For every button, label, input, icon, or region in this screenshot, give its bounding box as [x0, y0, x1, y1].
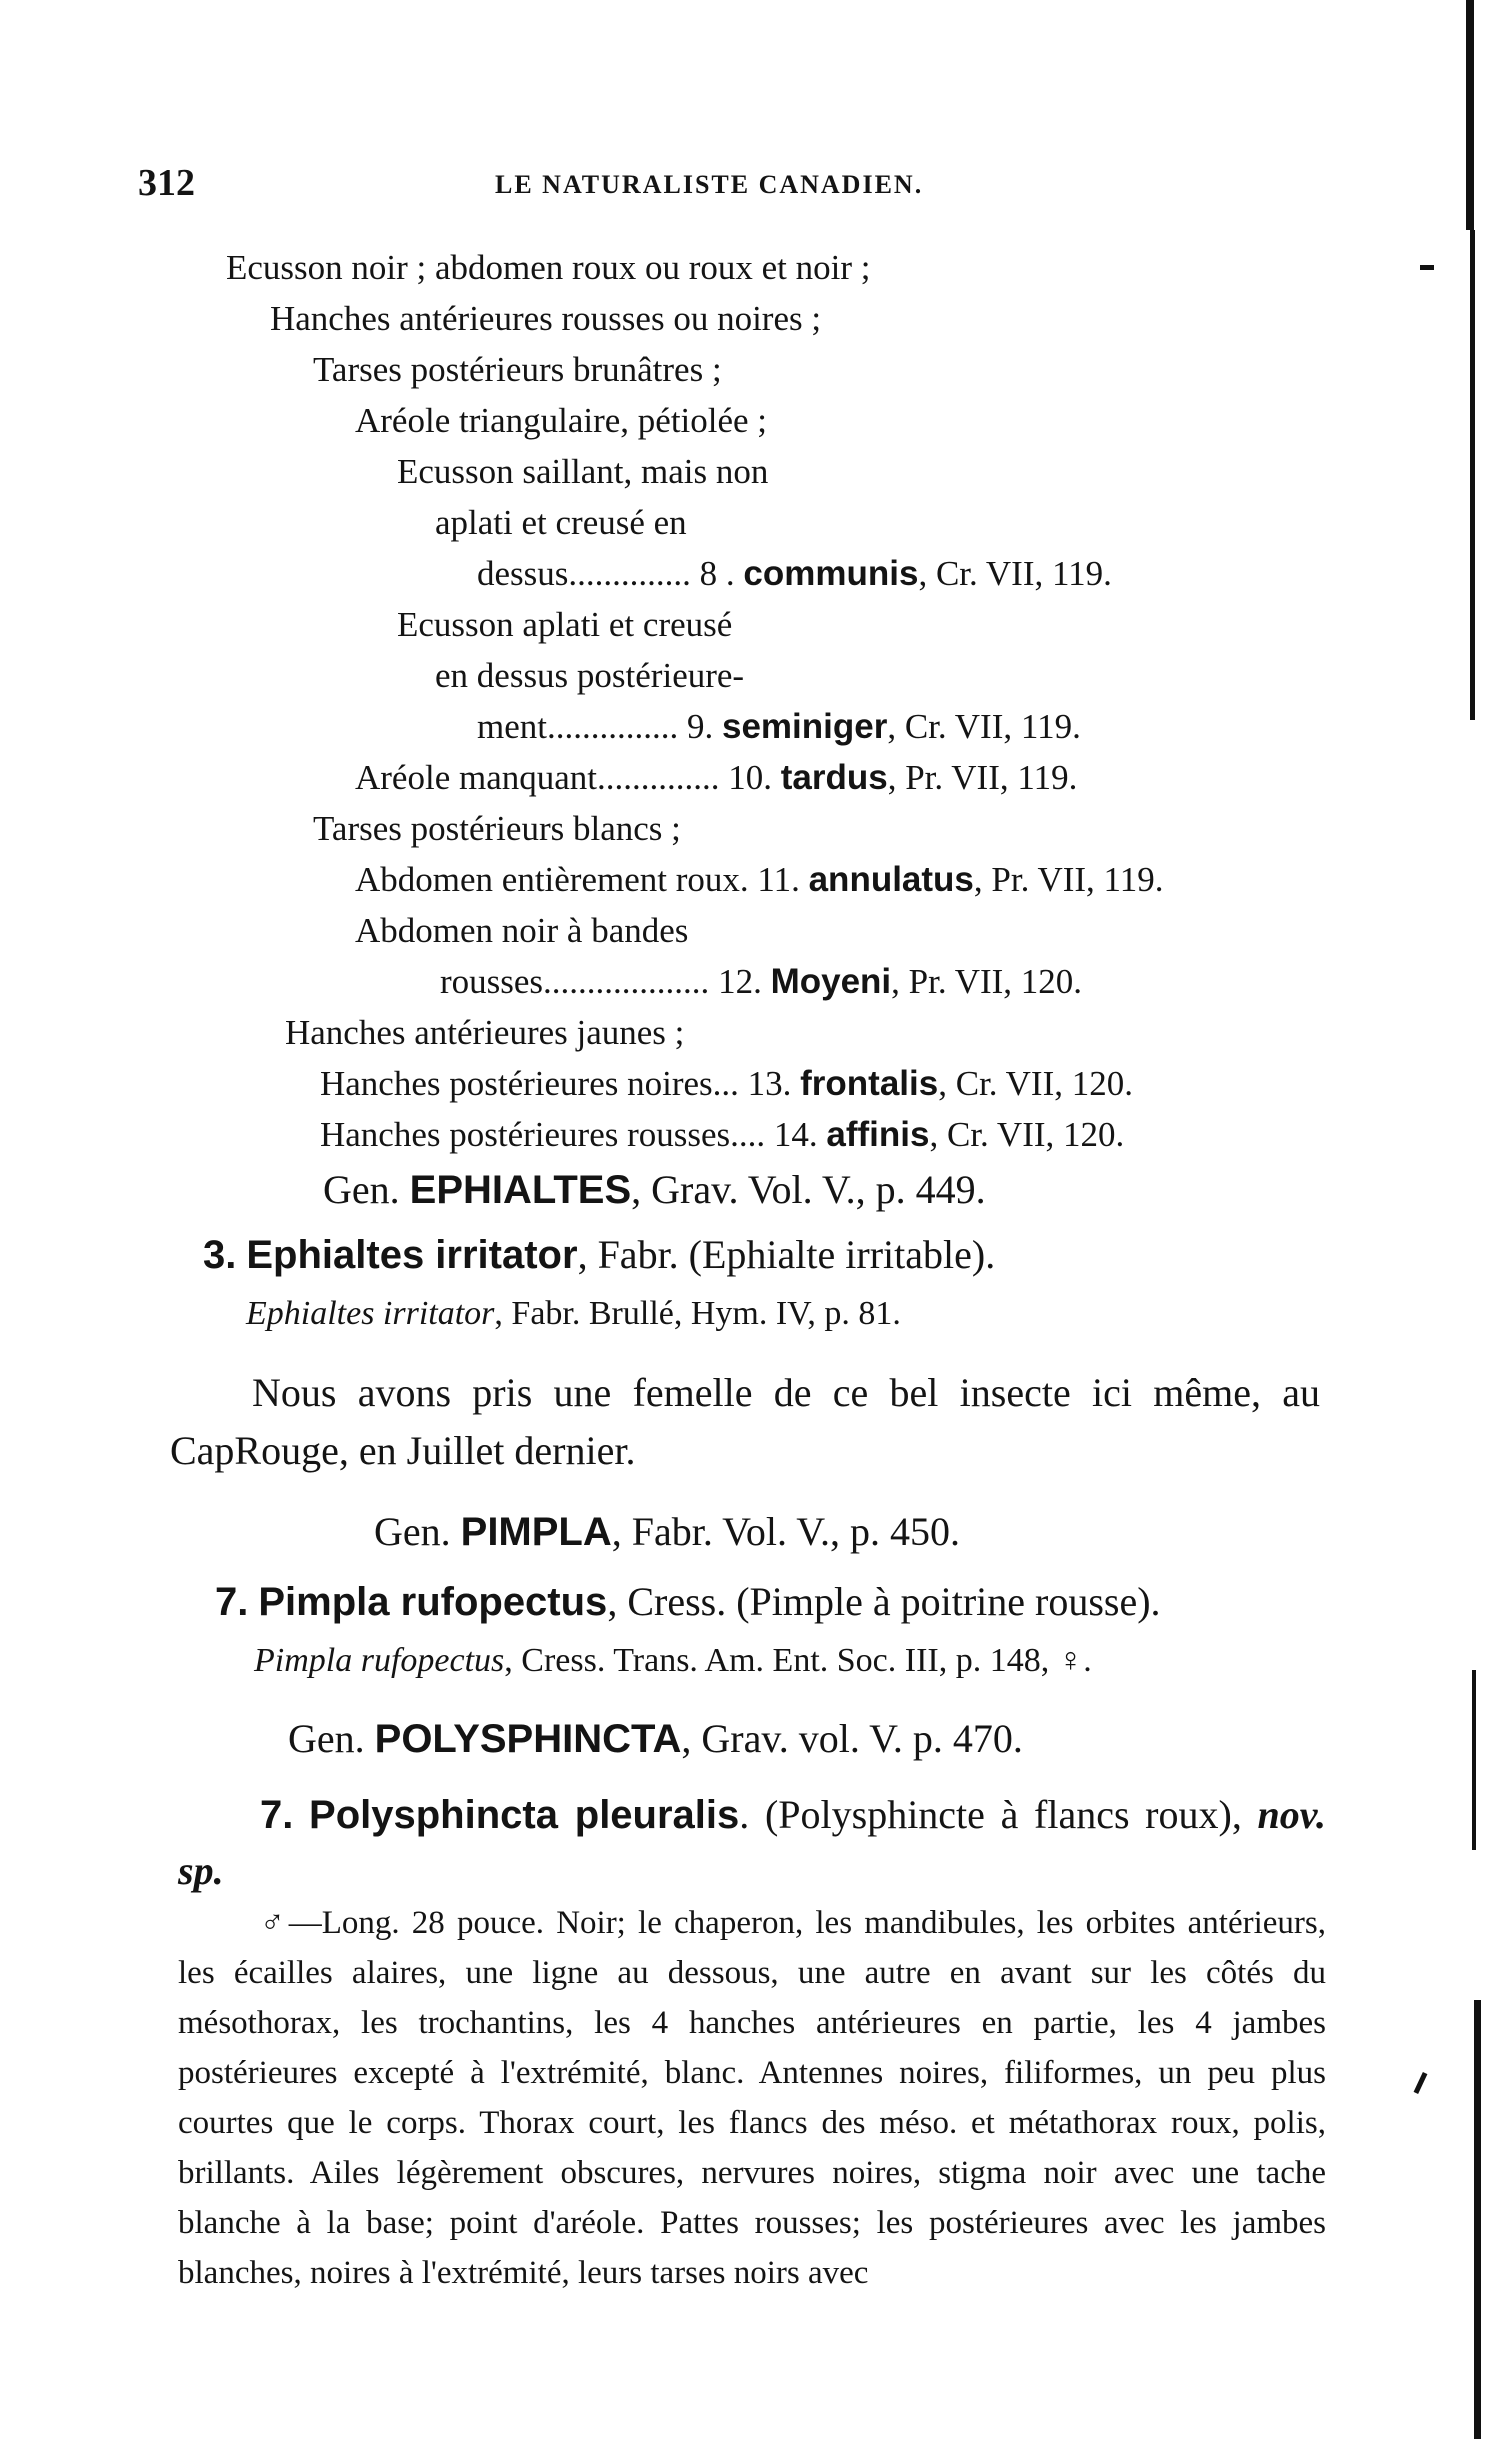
key-number: 12.: [718, 962, 762, 1001]
nov-sp-label: nov. sp.: [178, 1792, 1327, 1893]
synonym-citation: , Cress. Trans. Am. Ent. Soc. III, p. 148, ♀.: [504, 1642, 1092, 1679]
species-heading: [203, 1231, 995, 1279]
species-citation: , Cress. (Pimple à poitrine rousse).: [607, 1579, 1161, 1624]
key-line: Hanches antérieures rousses ou noires ;: [270, 299, 822, 338]
key-entry: [355, 859, 1164, 901]
key-line: Hanches antérieures jaunes ;: [285, 1013, 685, 1052]
genus-heading: [374, 1508, 960, 1556]
species-name: Ephialtes irritator: [246, 1233, 578, 1277]
genus-name: POLYSPHINCTA: [374, 1717, 682, 1761]
species-heading: [215, 1578, 1161, 1626]
species-name: tardus: [780, 758, 888, 797]
key-line: en dessus postérieure-: [435, 656, 745, 695]
genus-citation: , Grav. Vol. V., p. 449.: [631, 1167, 986, 1212]
key-entry: [320, 1114, 1124, 1156]
citation: , Pr. VII, 119.: [973, 860, 1164, 899]
description-paragraph: [178, 1898, 1326, 2298]
genus-heading: [323, 1166, 986, 1214]
citation: , Cr. VII, 119.: [918, 554, 1112, 593]
genus-citation: , Fabr. Vol. V., p. 450.: [611, 1509, 961, 1554]
key-number: 8: [699, 554, 718, 593]
species-citation: . (Polysphincte à flancs roux),: [739, 1792, 1242, 1837]
description-text: —Long. 28 pouce. Noir; le chaperon, les mandibules, les orbites antérieurs, les écailles alaires, une ligne au dessous, une autre en avant sur les côtés du mésothorax, les trochantins, les 4 hanches antérieures en partie, les 4 jambes postérieures excepté à l'extrémité, blanc. Antennes noires, filiformes, un peu plus courtes que le corps. Thorax court, les flancs des méso. et métathorax roux, polis, brillants. Ailes légèrement obscures, nervures noires, stigma noir avec une tache blanche à la base; point d'aréole. Pattes rousses; les postérieures avec les jambes blanches, noires à l'extrémité, leurs tarses noirs avec: [178, 1905, 1326, 2291]
key-line: Ecusson noir ; abdomen roux ou roux et noir ;: [226, 248, 871, 287]
synonym-name: Pimpla rufopectus: [254, 1642, 505, 1679]
key-number: 14.: [773, 1115, 818, 1154]
key-number: 10.: [728, 758, 772, 797]
species-name: communis: [743, 554, 919, 593]
species-name: Polysphincta pleuralis: [309, 1793, 740, 1837]
species-number: 3.: [203, 1233, 237, 1277]
key-lead-text: ment...............: [477, 707, 679, 746]
species-name: seminiger: [721, 707, 888, 746]
genus-prefix: Gen.: [288, 1716, 365, 1761]
species-name: Pimpla rufopectus: [258, 1580, 608, 1624]
species-number: 7.: [260, 1793, 294, 1837]
scan-edge-mark: [1470, 230, 1475, 720]
species-heading: [178, 1787, 1326, 1899]
synonymy: [246, 1293, 901, 1335]
citation: , Cr. VII, 119.: [887, 707, 1081, 746]
citation: , Pr. VII, 119.: [887, 758, 1078, 797]
scan-speck: [1414, 2072, 1428, 2094]
key-entry: [355, 757, 1077, 799]
key-number: 11.: [757, 860, 800, 899]
male-symbol: ♂: [260, 1905, 289, 1941]
genus-prefix: Gen.: [323, 1167, 400, 1212]
genus-name: PIMPLA: [460, 1510, 612, 1554]
key-lead-text: Hanches postérieures rousses....: [320, 1115, 766, 1154]
key-entry: [320, 1063, 1133, 1105]
synonym-citation: , Fabr. Brullé, Hym. IV, p. 81.: [494, 1295, 901, 1332]
key-lead-text: Aréole manquant..............: [355, 758, 720, 797]
genus-name: EPHIALTES: [409, 1168, 632, 1212]
key-lead-text: Hanches postérieures noires...: [320, 1064, 739, 1103]
scan-speck: [1420, 265, 1434, 270]
species-name: annulatus: [808, 860, 974, 899]
key-lead-text: Abdomen entièrement roux.: [355, 860, 749, 899]
key-lead-text: dessus..............: [477, 554, 691, 593]
key-line: aplati et creusé en: [435, 503, 687, 542]
genus-prefix: Gen.: [374, 1509, 451, 1554]
key-line: Ecusson saillant, mais non: [397, 452, 769, 491]
scan-edge-mark: [1466, 0, 1474, 230]
key-line: Aréole triangulaire, pétiolée ;: [355, 401, 768, 440]
key-line: Tarses postérieurs brunâtres ;: [313, 350, 722, 389]
key-line: Tarses postérieurs blancs ;: [313, 809, 681, 848]
species-number: 7.: [215, 1580, 249, 1624]
species-citation: , Fabr. (Ephialte irritable).: [577, 1232, 996, 1277]
page-number: 312: [138, 162, 195, 204]
key-number: 13.: [747, 1064, 792, 1103]
scan-edge-mark: [1472, 1670, 1476, 1850]
citation: , Pr. VII, 120.: [891, 962, 1083, 1001]
running-title: LE NATURALISTE CANADIEN.: [495, 170, 924, 199]
key-lead-text: rousses...................: [440, 962, 710, 1001]
species-name: affinis: [826, 1115, 930, 1154]
key-line: Abdomen noir à bandes: [355, 911, 689, 950]
synonymy: [254, 1640, 1092, 1682]
species-name: frontalis: [800, 1064, 939, 1103]
synonym-name: Ephialtes irritator: [246, 1295, 495, 1332]
genus-heading: [288, 1715, 1023, 1763]
citation: , Cr. VII, 120.: [938, 1064, 1133, 1103]
key-line: Ecusson aplati et creusé: [397, 605, 733, 644]
genus-citation: , Grav. vol. V. p. 470.: [681, 1716, 1023, 1761]
key-entry: dessus.............. 8 . communis, Cr. VII, 119.: [477, 554, 1112, 593]
key-entry: [477, 706, 1081, 748]
note-paragraph: Nous avons pris une femelle de ce bel insecte ici même, au CapRouge, en Juillet dernier.: [170, 1370, 1320, 1473]
key-entry: [440, 961, 1082, 1003]
key-number: 9.: [686, 707, 714, 746]
species-name: Moyeni: [770, 962, 892, 1001]
citation: , Cr. VII, 120.: [929, 1115, 1125, 1154]
scan-edge-mark: [1474, 2000, 1481, 2439]
